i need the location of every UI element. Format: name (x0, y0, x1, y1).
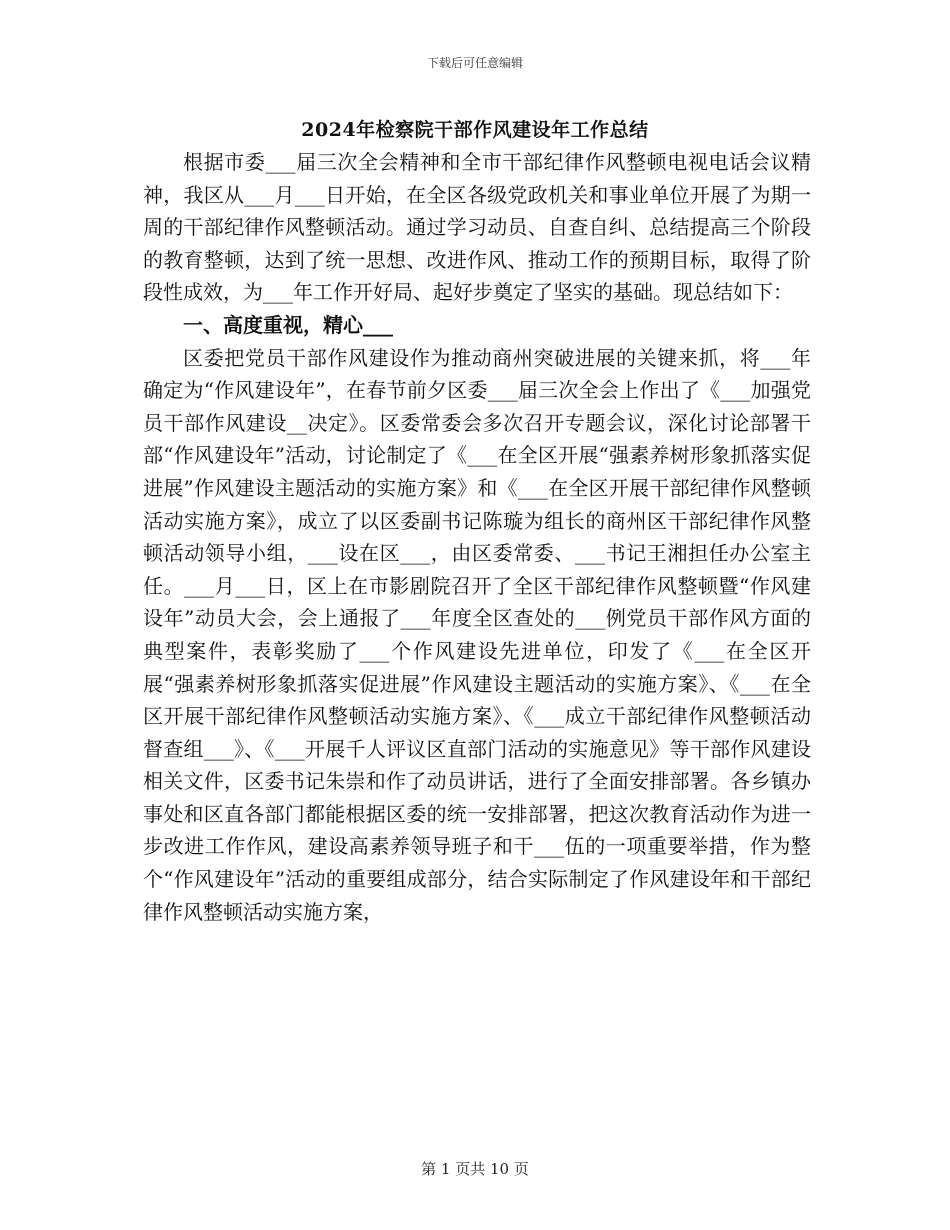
paragraph-section-1: 区委把党员干部作风建设作为推动商州突破进展的关键来抓，将___年确定为“作风建设年”，在春节前夕区委___届三次全会上作出了《___加强党员干部作风建设__决定》。区委常委会多次召开专题会议，深化讨论部署干部“作风建设年”活动，讨论制定了《___在全区开展“强素养树形象抓落实促进展”作风建设主题活动的实施方案》和《___在全区开展干部纪律作风整顿活动实施方案》，成立了以区委副书记陈璇为组长的商州区干部纪律作风整顿活动领导小组，___设在区___，由区委常委、___书记王湘担任办公室主任。___月___日，区上在市影剧院召开了全区干部纪律作风整顿暨“作风建设年”动员大会，会上通报了___年度全区查处的___例党员干部作风方面的典型案件，表彰奖励了___个作风建设先进单位，印发了《___在全区开展“强素养树形象抓落实促进展”作风建设主题活动的实施方案》、《___在全区开展干部纪律作风整顿活动实施方案》、《___成立干部纪律作风整顿活动督查组___》、《___开展千人评议区直部门活动的实施意见》等干部作风建设相关文件，区委书记朱崇和作了动员讲话，进行了全面安排部署。各乡镇办事处和区直各部门都能根据区委的统一安排部署，把这次教育活动作为进一步改进工作作风，建设高素养领导班子和干___伍的一项重要举措，作为整个“作风建设年”活动的重要组成部分，结合实际制定了作风建设年和干部纪律作风整顿活动实施方案， (143, 345, 811, 924)
page-number-footer: 第 1 页共 10 页 (421, 1160, 529, 1178)
header-note: 下载后可任意编辑 (426, 56, 523, 70)
document-title: 2024年检察院干部作风建设年工作总结 (301, 119, 649, 141)
section-heading-1: 一、高度重视，精心___ (183, 312, 393, 337)
paragraph-intro: 根据市委___届三次全会精神和全市干部纪律作风整顿电视电话会议精神，我区从___月___日开始，在全区各级党政机关和事业单位开展了为期一周的干部纪律作风整顿活动。通过学习动员、自查自纠、总结提高三个阶段的教育整顿，达到了统一思想、改进作风、推动工作的预期目标，取得了阶段性成效，为___年工作开好局、起好步奠定了坚实的基础。现总结如下： (143, 150, 811, 305)
document-body (143, 146, 811, 928)
